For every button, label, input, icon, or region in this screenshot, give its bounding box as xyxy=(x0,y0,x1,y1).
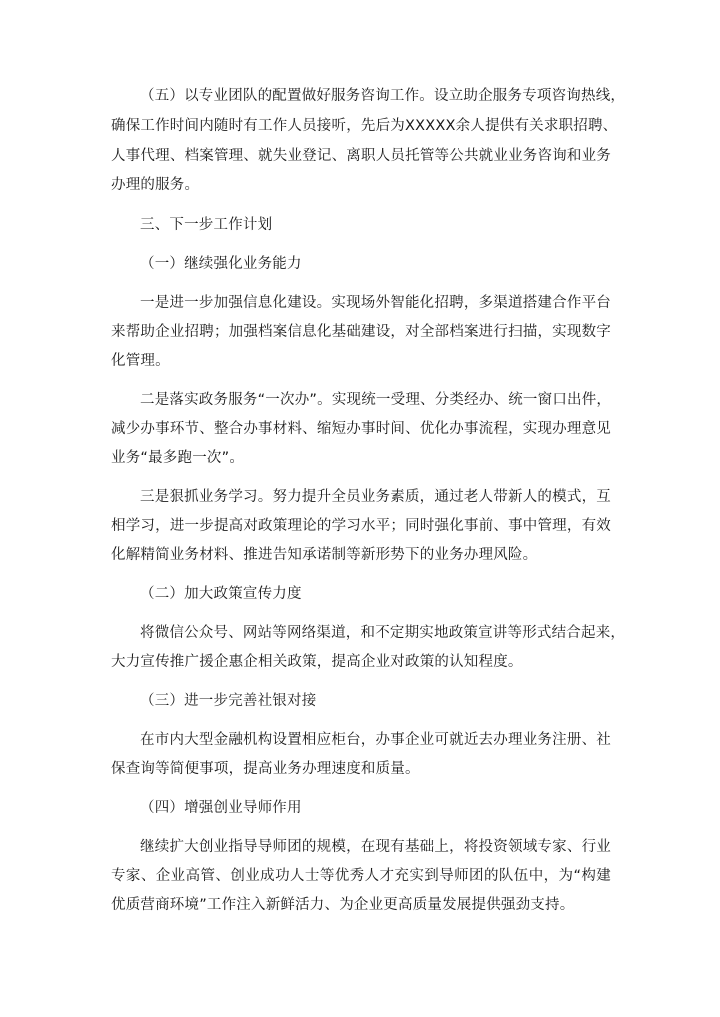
paragraph-line: 相学习，进一步提高对政策理论的学习水平；同时强化事前、事中管理，有效 xyxy=(111,518,611,534)
paragraph-line: 减少办事环节、整合办事材料、缩短办事时间、优化办事流程，实现办理意见 xyxy=(111,421,611,437)
paragraph-line: 办理的服务。 xyxy=(111,177,200,193)
paragraph-line: 化解精简业务材料、推进告知承诺制等新形势下的业务办理风险。 xyxy=(111,547,538,563)
paragraph-line: 大力宣传推广援企惠企相关政策，提高企业对政策的认知程度。 xyxy=(111,654,523,670)
paragraph-line: 三是狠抓业务学习。努力提升全员业务素质，通过老人带新人的模式，互 xyxy=(140,489,611,505)
paragraph-line: 确保工作时间内随时有工作人员接听，先后为XXXXX余人提供有关求职招聘、 xyxy=(111,118,618,134)
paragraph-line: 专家、企业高管、创业成功人士等优秀人才充实到导师团的队伍中，为“构建 xyxy=(111,868,611,884)
paragraph-line: 在市内大型金融机构设置相应柜台，办事企业可就近去办理业务注册、社 xyxy=(140,732,611,748)
paragraph-line: 继续扩大创业指导导师团的规模，在现有基础上，将投资领域专家、行业 xyxy=(140,839,611,855)
paragraph-line: （五）以专业团队的配置做好服务咨询工作。设立助企服务专项咨询热线， xyxy=(140,88,626,104)
paragraph-line: 人事代理、档案管理、就失业登记、离职人员托管等公共就业业务咨询和业务 xyxy=(111,148,611,164)
subsection-heading: （二）加大政策宣传力度 xyxy=(140,586,302,602)
section-heading: 三、下一步工作计划 xyxy=(140,217,273,233)
paragraph-line: 来帮助企业招聘；加强档案信息化基础建设，对全部档案进行扫描，实现数字 xyxy=(111,324,611,340)
paragraph-line: 化管理。 xyxy=(111,353,170,369)
subsection-heading: （一）继续强化业务能力 xyxy=(140,256,302,272)
subsection-heading: （四）增强创业导师作用 xyxy=(140,800,302,816)
paragraph-line: 业务“最多跑一次”。 xyxy=(111,450,245,466)
paragraph-line: 将微信公众号、网站等网络渠道，和不定期实地政策宣讲等形式结合起来， xyxy=(140,625,626,641)
paragraph-line: 一是进一步加强信息化建设。实现场外智能化招聘，多渠道搭建合作平台 xyxy=(140,295,611,311)
paragraph-line: 保查询等简便事项，提高业务办理速度和质量。 xyxy=(111,761,420,777)
paragraph-line: 优质营商环境”工作注入新鲜活力、为企业更高质量发展提供强劲支持。 xyxy=(111,897,575,913)
subsection-heading: （三）进一步完善社银对接 xyxy=(140,693,317,709)
paragraph-line: 二是落实政务服务“一次办”。实现统一受理、分类经办、统一窗口出件， xyxy=(140,392,612,408)
